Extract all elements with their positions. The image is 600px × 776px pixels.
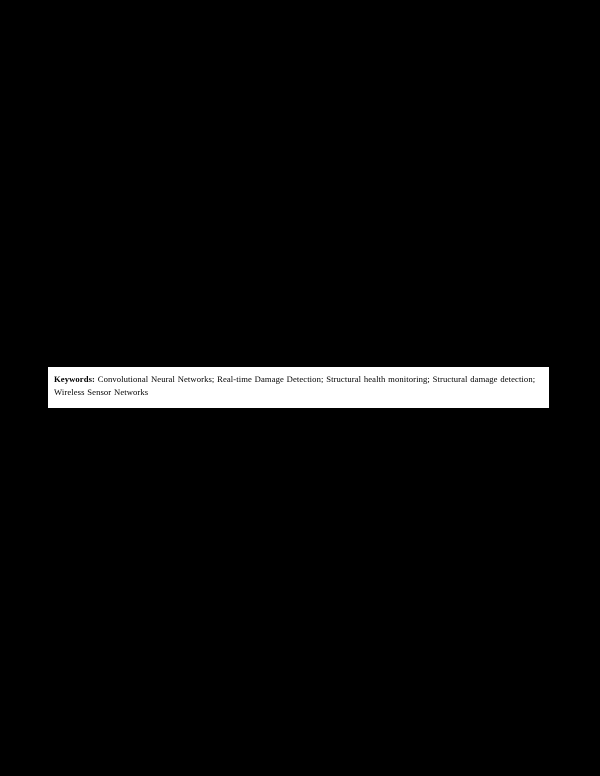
keywords-line bbox=[54, 373, 543, 400]
keywords-text: Convolutional Neural Networks; Real-time Damage Detection; Structural health monitoring; Structural damage detection; Wireless Sensor Networks bbox=[54, 374, 536, 398]
keywords-section bbox=[48, 367, 549, 408]
keywords-label: Keywords: bbox=[54, 374, 95, 384]
